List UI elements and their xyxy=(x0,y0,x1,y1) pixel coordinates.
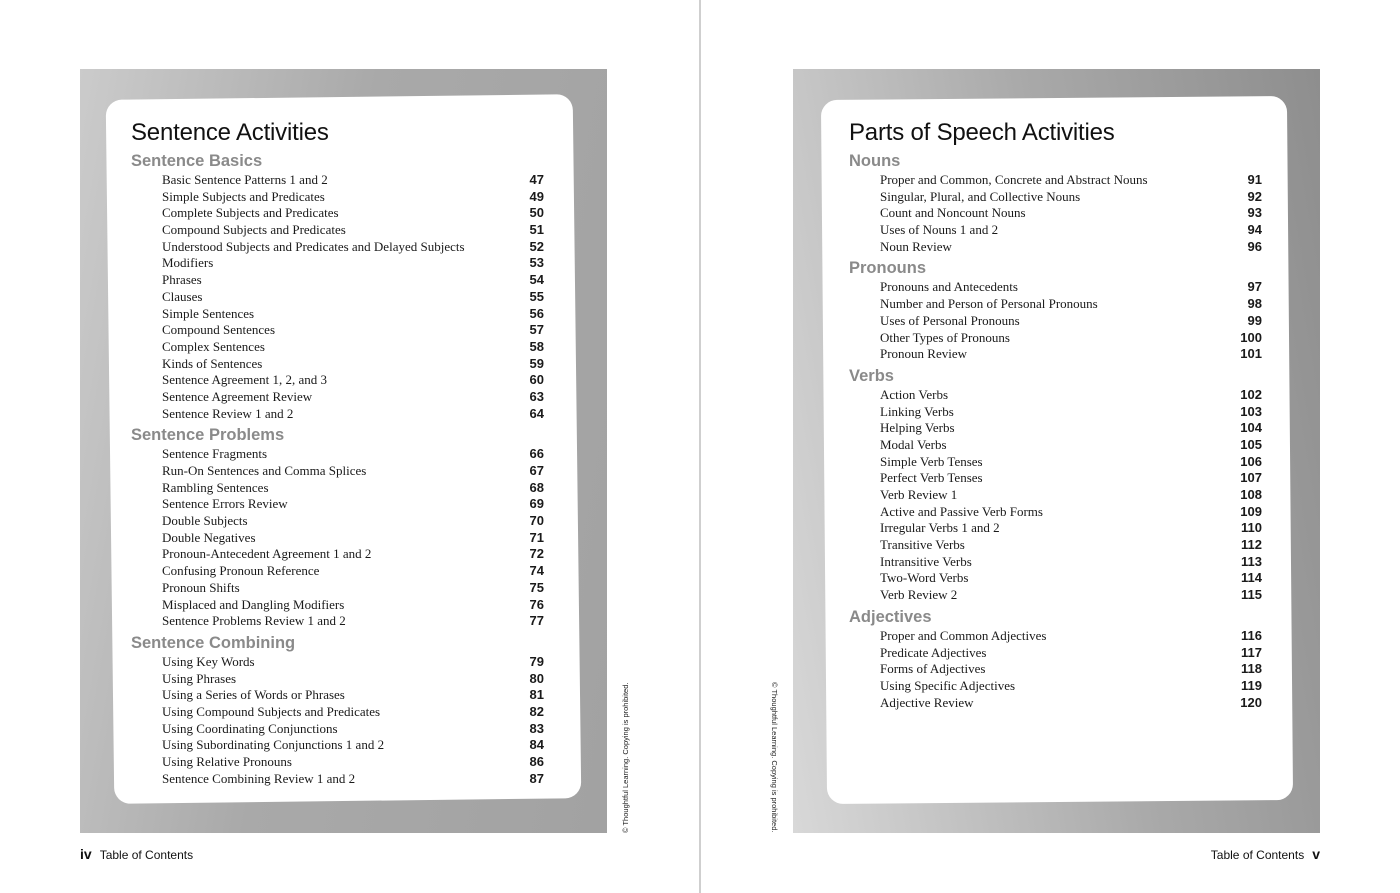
toc-entry-page-number: 55 xyxy=(529,288,544,304)
toc-entry xyxy=(849,570,1279,587)
toc-entry-page-number: 70 xyxy=(529,513,544,529)
right-page-toc xyxy=(849,116,1279,711)
toc-entry-label: Clauses xyxy=(162,288,203,304)
toc-entry-page-number: 110 xyxy=(1241,520,1262,536)
toc-entry-label: Phrases xyxy=(162,272,202,288)
toc-entry xyxy=(849,695,1279,712)
toc-entry xyxy=(131,754,561,771)
toc-entry-page-number: 58 xyxy=(529,338,544,354)
left-page-footer xyxy=(80,846,193,863)
toc-entry xyxy=(131,480,561,497)
toc-entry-page-number: 101 xyxy=(1240,346,1262,362)
toc-entry-label: Compound Subjects and Predicates xyxy=(162,222,346,238)
toc-entry xyxy=(849,437,1279,454)
copyright-notice: © Thoughtful Learning. Copying is prohibited. xyxy=(770,682,779,833)
toc-entry xyxy=(131,389,561,406)
toc-entry xyxy=(849,189,1279,206)
toc-entry-page-number: 99 xyxy=(1247,312,1262,328)
toc-entry xyxy=(131,205,561,222)
toc-entry-page-number: 79 xyxy=(529,653,544,669)
toc-entry-page-number: 91 xyxy=(1247,172,1262,187)
toc-entry xyxy=(849,330,1279,347)
toc-entry-label: Transitive Verbs xyxy=(880,537,965,553)
toc-entry-label: Pronouns and Antecedents xyxy=(880,279,1018,295)
section-heading: Verbs xyxy=(849,366,894,385)
toc-entry xyxy=(131,172,561,189)
toc-entry xyxy=(849,487,1279,504)
toc-entry-label: Proper and Common, Concrete and Abstract Nouns xyxy=(880,172,1148,187)
toc-entry-label: Uses of Personal Pronouns xyxy=(880,312,1020,328)
toc-entry-page-number: 71 xyxy=(529,529,544,545)
toc-entry-page-number: 118 xyxy=(1241,661,1262,677)
toc-entry-page-number: 92 xyxy=(1247,188,1262,204)
toc-entry-label: Number and Person of Personal Pronouns xyxy=(880,296,1098,312)
toc-entry xyxy=(131,597,561,614)
toc-entry xyxy=(131,463,561,480)
toc-entry xyxy=(131,239,561,256)
toc-entry xyxy=(849,537,1279,554)
section-heading: Pronouns xyxy=(849,259,926,278)
toc-entry xyxy=(849,239,1279,256)
toc-entry-label: Kinds of Sentences xyxy=(162,355,263,371)
toc-entry xyxy=(131,356,561,373)
toc-entry-label: Adjective Review xyxy=(880,694,974,710)
toc-entry-page-number: 93 xyxy=(1247,205,1262,221)
toc-entry-page-number: 80 xyxy=(529,670,544,686)
toc-entry-label: Uses of Nouns 1 and 2 xyxy=(880,222,999,238)
toc-entry xyxy=(131,255,561,272)
toc-entry-label: Sentence Errors Review xyxy=(162,496,288,512)
toc-entry xyxy=(849,645,1279,662)
toc-entry xyxy=(131,406,561,423)
page-number: iv xyxy=(80,846,92,862)
toc-entry-page-number: 63 xyxy=(529,388,544,404)
section-heading: Sentence Combining xyxy=(131,633,296,652)
toc-entry-page-number: 103 xyxy=(1240,403,1262,419)
toc-entry xyxy=(131,306,561,323)
toc-entry-label: Run-On Sentences and Comma Splices xyxy=(162,463,367,478)
toc-entry-page-number: 114 xyxy=(1241,570,1262,586)
toc-entry-label: Basic Sentence Patterns 1 and 2 xyxy=(162,172,328,187)
toc-entry-page-number: 56 xyxy=(529,305,544,321)
toc-entry xyxy=(849,387,1279,404)
toc-entry-label: Understood Subjects and Predicates and Delayed Subjects xyxy=(162,238,465,254)
toc-entry-label: Simple Verb Tenses xyxy=(880,453,983,469)
toc-entry xyxy=(131,189,561,206)
toc-entry-page-number: 84 xyxy=(529,737,544,753)
toc-entry-page-number: 66 xyxy=(529,446,544,462)
toc-entry-label: Complex Sentences xyxy=(162,338,265,354)
toc-entry xyxy=(849,279,1279,296)
toc-entry xyxy=(131,613,561,630)
toc-entry-label: Sentence Agreement Review xyxy=(162,388,313,404)
toc-entry xyxy=(849,587,1279,604)
toc-entry-page-number: 68 xyxy=(529,479,544,495)
toc-entry-label: Using Relative Pronouns xyxy=(162,754,292,769)
toc-entry-label: Simple Subjects and Predicates xyxy=(162,188,325,204)
toc-entry-label: Active and Passive Verb Forms xyxy=(880,503,1043,519)
toc-entry-page-number: 86 xyxy=(529,754,544,769)
toc-entry xyxy=(131,372,561,389)
section-heading: Nouns xyxy=(849,152,901,170)
toc-entry xyxy=(849,172,1279,189)
section-heading: Sentence Problems xyxy=(131,426,285,445)
toc-entry xyxy=(849,205,1279,222)
toc-entry xyxy=(131,546,561,563)
section-heading: Sentence Basics xyxy=(131,152,263,170)
toc-entry-page-number: 96 xyxy=(1247,238,1262,254)
toc-entry-page-number: 108 xyxy=(1240,487,1262,502)
toc-entry xyxy=(849,628,1279,645)
toc-entry xyxy=(849,454,1279,471)
toc-entry-label: Two-Word Verbs xyxy=(880,570,969,586)
toc-entry xyxy=(131,289,561,306)
toc-entry xyxy=(131,671,561,688)
toc-entry-page-number: 75 xyxy=(529,579,544,595)
toc-entry-page-number: 59 xyxy=(529,355,544,371)
toc-entry-page-number: 105 xyxy=(1240,436,1262,452)
toc-entry xyxy=(131,339,561,356)
toc-entry xyxy=(849,296,1279,313)
toc-entry-page-number: 98 xyxy=(1247,296,1262,312)
toc-entry xyxy=(131,496,561,513)
toc-entry-label: Linking Verbs xyxy=(880,403,954,419)
toc-entry-label: Modal Verbs xyxy=(880,436,947,452)
toc-entry xyxy=(849,678,1279,695)
toc-entry-label: Sentence Review 1 and 2 xyxy=(162,405,294,421)
toc-entry-page-number: 104 xyxy=(1240,420,1262,436)
toc-entry-label: Proper and Common Adjectives xyxy=(880,627,1047,643)
toc-entry-label: Using a Series of Words or Phrases xyxy=(162,687,345,703)
toc-entry xyxy=(131,513,561,530)
toc-entry-page-number: 100 xyxy=(1240,329,1262,345)
toc-entry xyxy=(131,580,561,597)
toc-entry-page-number: 74 xyxy=(529,563,544,579)
section-heading: Adjectives xyxy=(849,607,932,626)
toc-entry-label: Other Types of Pronouns xyxy=(880,329,1010,345)
toc-entry-label: Sentence Problems Review 1 and 2 xyxy=(162,613,346,629)
toc-entry-page-number: 53 xyxy=(529,255,544,271)
toc-entry-label: Verb Review 2 xyxy=(880,587,958,603)
toc-entry xyxy=(131,771,561,788)
toc-entry-page-number: 72 xyxy=(529,546,544,562)
toc-entry xyxy=(131,446,561,463)
toc-entry xyxy=(131,222,561,239)
toc-entry-page-number: 76 xyxy=(529,596,544,612)
toc-entry-page-number: 113 xyxy=(1241,553,1262,569)
toc-entry xyxy=(849,520,1279,537)
toc-entry-page-number: 97 xyxy=(1247,279,1262,295)
toc-entry-label: Using Phrases xyxy=(162,670,237,686)
right-page-footer xyxy=(1211,846,1320,863)
toc-entry-label: Using Key Words xyxy=(162,653,255,669)
toc-entry-page-number: 83 xyxy=(529,720,544,736)
toc-entry-page-number: 82 xyxy=(529,703,544,719)
page-number: v xyxy=(1312,846,1320,862)
page-spread-divider xyxy=(699,0,701,893)
toc-entry-label: Sentence Agreement 1, 2, and 3 xyxy=(162,372,327,388)
toc-entry-label: Modifiers xyxy=(162,255,214,271)
toc-entry-label: Using Coordinating Conjunctions xyxy=(162,720,338,736)
toc-entry xyxy=(849,554,1279,571)
toc-entry-page-number: 102 xyxy=(1240,386,1262,402)
toc-entry-label: Rambling Sentences xyxy=(162,479,269,495)
toc-entry-label: Noun Review xyxy=(880,238,952,254)
toc-entry-page-number: 120 xyxy=(1240,694,1262,710)
toc-entry-page-number: 52 xyxy=(529,238,544,254)
toc-entry-label: Using Compound Subjects and Predicates xyxy=(162,703,381,719)
toc-entry xyxy=(849,661,1279,678)
toc-entry xyxy=(131,530,561,547)
toc-entry xyxy=(131,737,561,754)
toc-entry-label: Double Subjects xyxy=(162,513,248,529)
toc-entry xyxy=(849,420,1279,437)
toc-entry-label: Pronoun Review xyxy=(880,346,968,362)
toc-entry-page-number: 54 xyxy=(529,272,544,288)
toc-entry-page-number: 106 xyxy=(1240,453,1262,469)
toc-entry-label: Pronoun-Antecedent Agreement 1 and 2 xyxy=(162,546,372,562)
toc-entry xyxy=(131,721,561,738)
toc-entry-page-number: 69 xyxy=(529,496,544,512)
toc-entry-label: Perfect Verb Tenses xyxy=(880,470,983,486)
toc-entry xyxy=(131,654,561,671)
toc-entry-label: Misplaced and Dangling Modifiers xyxy=(162,596,345,612)
copyright-notice: © Thoughtful Learning. Copying is prohibited. xyxy=(621,682,630,833)
toc-entry xyxy=(849,313,1279,330)
toc-entry-page-number: 47 xyxy=(529,172,544,187)
toc-entry-page-number: 107 xyxy=(1240,470,1262,486)
toc-entry-page-number: 60 xyxy=(529,372,544,388)
toc-entry-page-number: 49 xyxy=(529,188,544,204)
toc-entry xyxy=(849,222,1279,239)
toc-entry-label: Verb Review 1 xyxy=(880,487,958,502)
toc-entry-page-number: 117 xyxy=(1241,644,1262,660)
toc-entry-label: Action Verbs xyxy=(880,386,949,402)
toc-entry-page-number: 112 xyxy=(1241,537,1262,553)
toc-entry xyxy=(131,272,561,289)
toc-entry-label: Count and Noncount Nouns xyxy=(880,205,1026,221)
toc-entry-label: Simple Sentences xyxy=(162,305,255,321)
footer-label: Table of Contents xyxy=(99,848,194,862)
toc-entry-label: Sentence Fragments xyxy=(162,446,268,462)
toc-entry-page-number: 64 xyxy=(529,405,544,421)
toc-entry-label: Irregular Verbs 1 and 2 xyxy=(880,520,1000,536)
toc-entry-label: Using Specific Adjectives xyxy=(880,677,1016,693)
toc-entry-page-number: 50 xyxy=(529,205,544,221)
toc-entry xyxy=(849,504,1279,521)
toc-entry-page-number: 94 xyxy=(1247,222,1262,238)
page-title: Parts of Speech Activities xyxy=(849,119,1115,146)
toc-entry-label: Intransitive Verbs xyxy=(880,553,972,569)
toc-entry-label: Confusing Pronoun Reference xyxy=(162,563,320,579)
toc-entry-page-number: 51 xyxy=(529,222,544,238)
left-page-toc xyxy=(131,116,561,787)
toc-entry-page-number: 67 xyxy=(529,463,544,478)
toc-entry-label: Using Subordinating Conjunctions 1 and 2 xyxy=(162,737,385,753)
toc-entry-page-number: 57 xyxy=(529,322,544,338)
toc-entry-label: Sentence Combining Review 1 and 2 xyxy=(162,770,356,786)
toc-entry-label: Double Negatives xyxy=(162,529,256,545)
toc-entry-page-number: 116 xyxy=(1241,627,1262,643)
toc-entry-label: Forms of Adjectives xyxy=(880,661,986,677)
toc-entry xyxy=(131,704,561,721)
toc-entry-label: Complete Subjects and Predicates xyxy=(162,205,339,221)
toc-entry xyxy=(131,563,561,580)
toc-entry-page-number: 109 xyxy=(1240,503,1262,519)
footer-label: Table of Contents xyxy=(1210,848,1305,862)
page-title: Sentence Activities xyxy=(131,119,329,146)
toc-entry-page-number: 77 xyxy=(529,613,544,629)
toc-entry xyxy=(131,687,561,704)
toc-entry-label: Predicate Adjectives xyxy=(880,644,987,660)
toc-entry-label: Helping Verbs xyxy=(880,420,955,436)
toc-entry xyxy=(849,470,1279,487)
toc-entry-page-number: 115 xyxy=(1241,587,1262,603)
toc-entry xyxy=(849,346,1279,363)
toc-entry-page-number: 119 xyxy=(1241,677,1262,693)
toc-entry-page-number: 87 xyxy=(529,770,544,786)
toc-entry-page-number: 81 xyxy=(529,687,544,703)
toc-entry-label: Singular, Plural, and Collective Nouns xyxy=(880,188,1081,204)
toc-entry-label: Pronoun Shifts xyxy=(162,579,240,595)
toc-entry xyxy=(131,322,561,339)
toc-entry xyxy=(849,404,1279,421)
toc-entry-label: Compound Sentences xyxy=(162,322,276,338)
